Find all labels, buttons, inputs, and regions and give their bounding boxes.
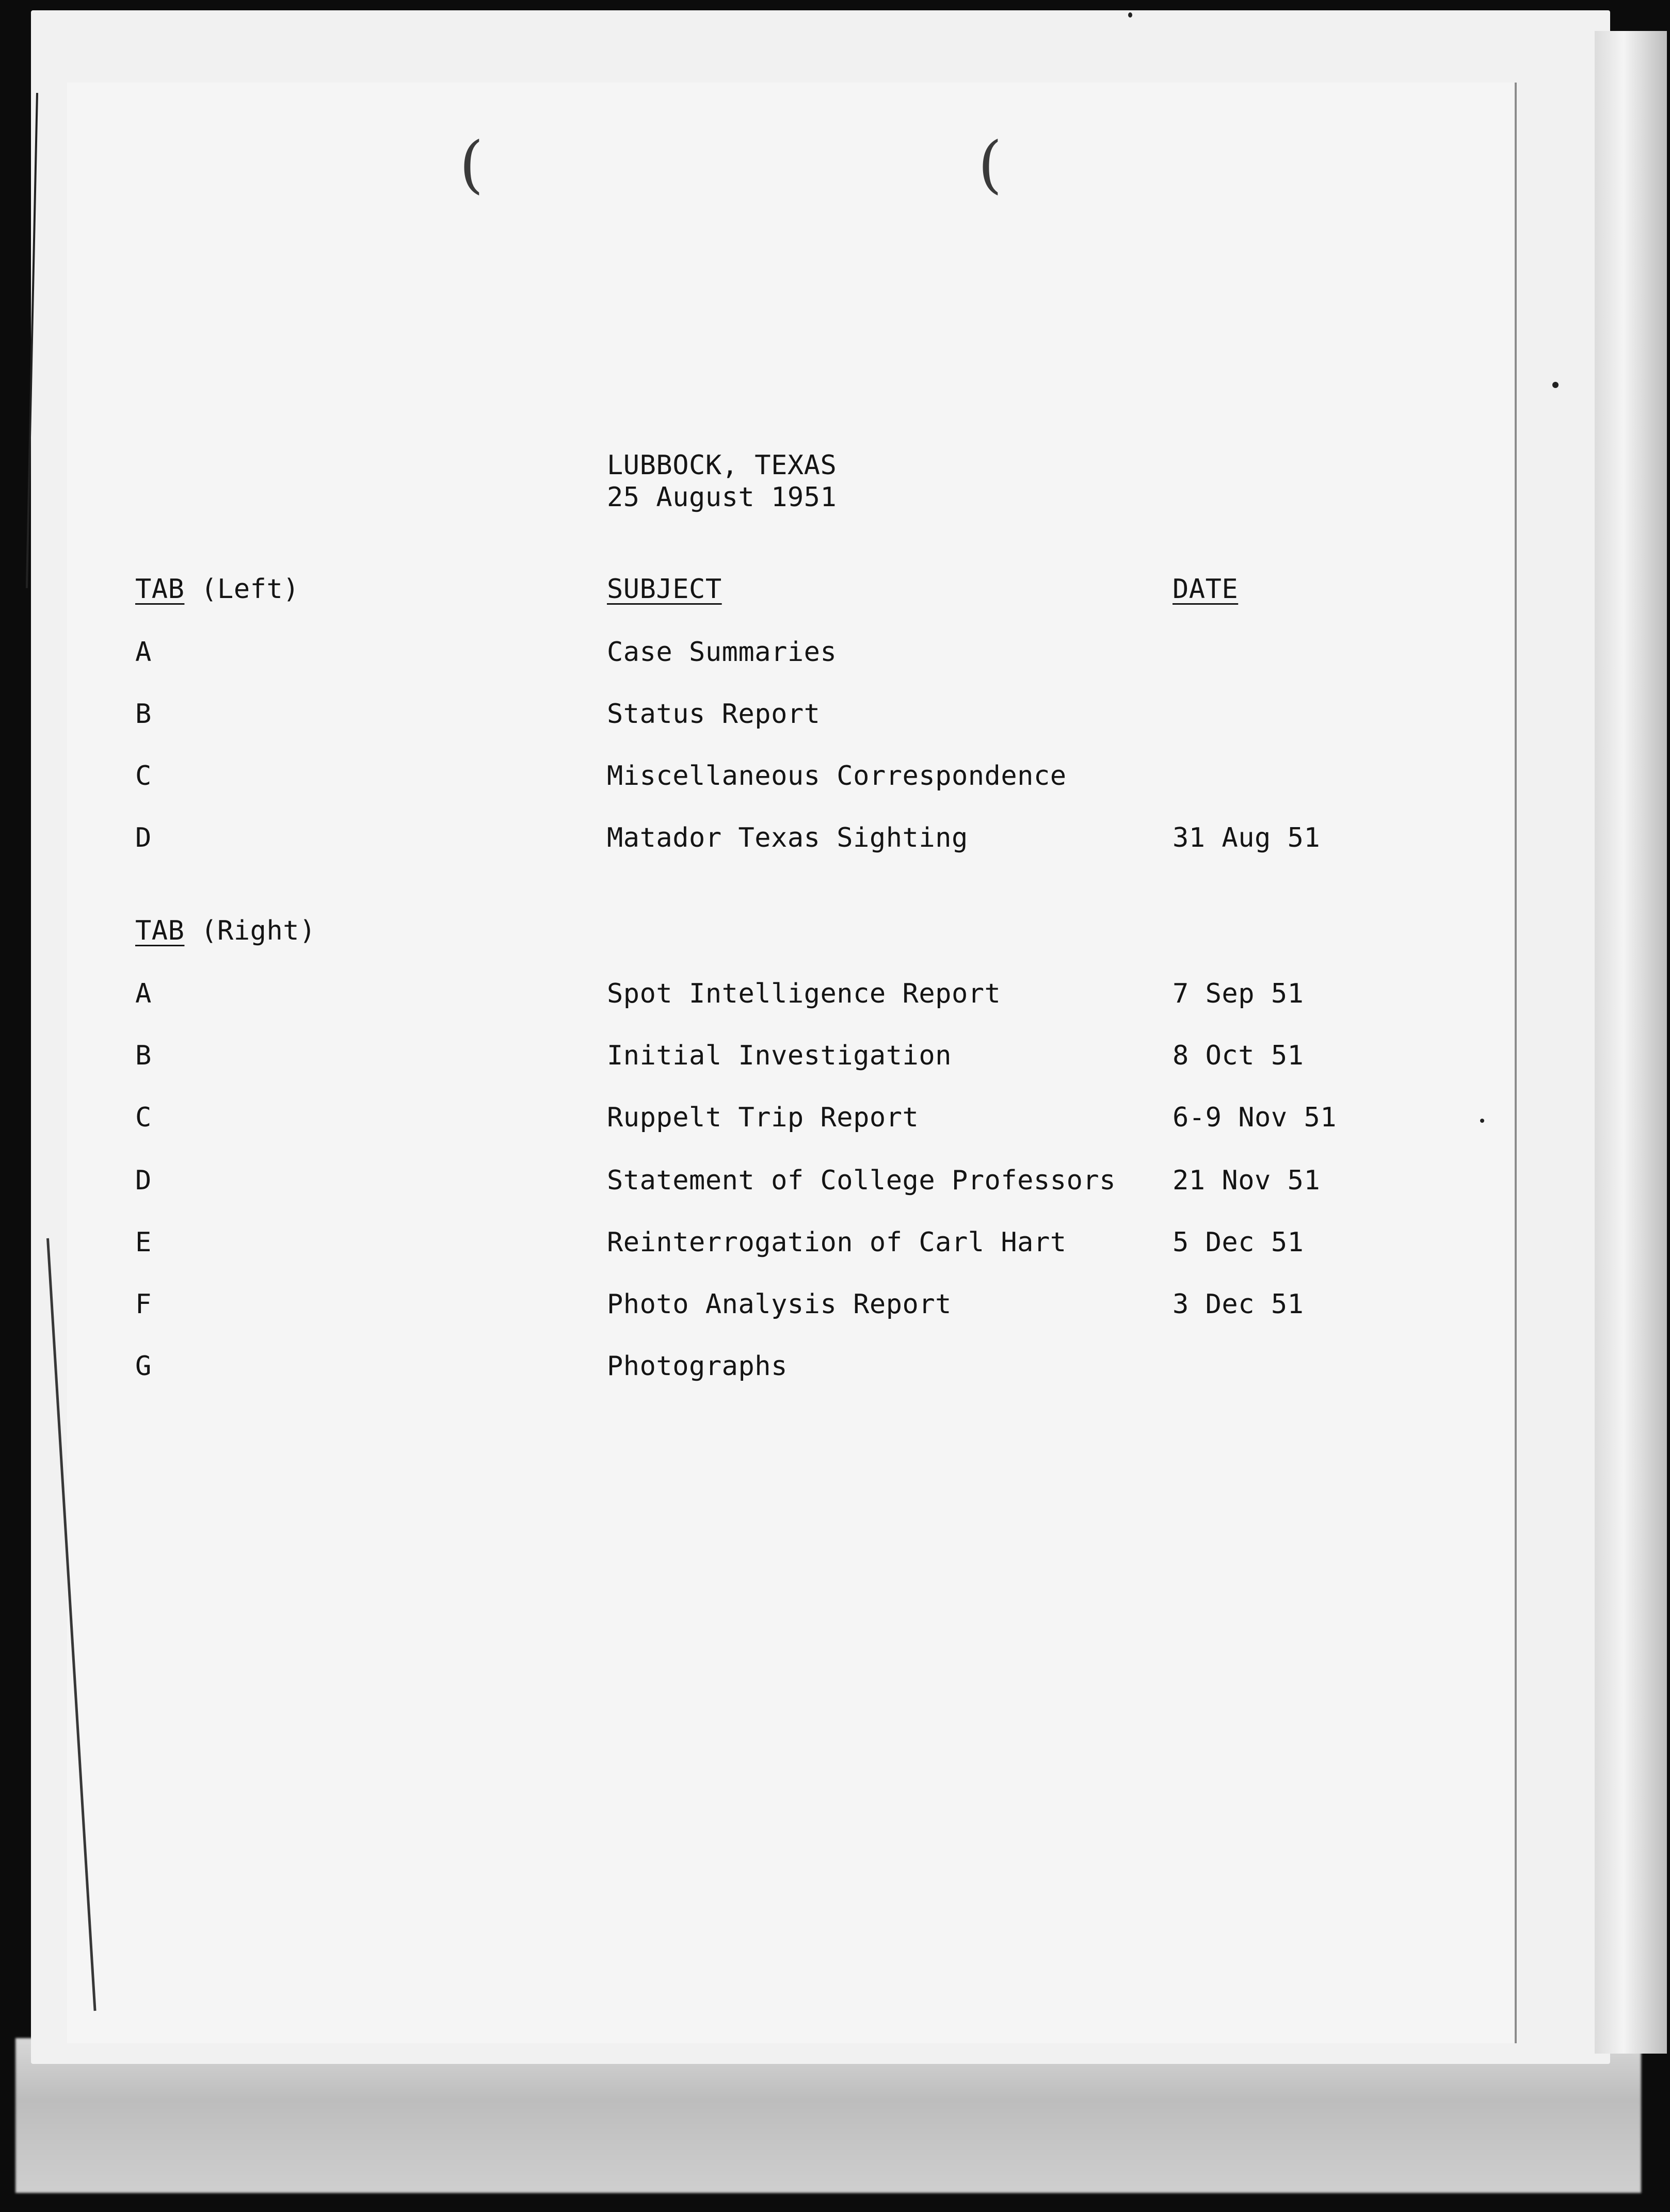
right-tab-date: 6-9 Nov 51: [1173, 1102, 1337, 1133]
header-location: LUBBOCK, TEXAS: [607, 450, 837, 481]
left-tab-subject: Status Report: [607, 699, 821, 730]
right-tab-date: 5 Dec 51: [1173, 1227, 1304, 1258]
left-tab-subject: Miscellaneous Correspondence: [607, 761, 1067, 792]
right-tab-subject: Initial Investigation: [607, 1040, 952, 1071]
tab-heading-suffix: (Right): [201, 915, 316, 946]
right-tab-date: 21 Nov 51: [1173, 1165, 1321, 1196]
right-tab-subject: Statement of College Professors: [607, 1165, 1116, 1196]
right-tab-letter: G: [135, 1351, 152, 1382]
left-tab-letter: C: [135, 761, 152, 792]
punch-hole-mark: (: [459, 129, 484, 201]
right-tab-letter: D: [135, 1165, 152, 1196]
column-heading-date: DATE: [1173, 574, 1239, 605]
section-heading-tab-right: [135, 917, 316, 944]
column-heading-subject: SUBJECT: [607, 574, 722, 605]
tab-heading-label: TAB: [135, 915, 185, 946]
dust-speck: [1128, 12, 1132, 18]
page-edge-right: [1515, 83, 1517, 2043]
right-tab-date: 3 Dec 51: [1173, 1289, 1304, 1320]
header-date: 25 August 1951: [607, 482, 837, 513]
right-tab-letter: B: [135, 1040, 152, 1071]
left-tab-letter: A: [135, 637, 152, 668]
left-tab-subject: Matador Texas Sighting: [607, 822, 968, 853]
scan-right-strip: [1595, 31, 1667, 2054]
dust-speck: [1552, 382, 1559, 388]
right-tab-letter: F: [135, 1289, 152, 1320]
right-tab-date: 7 Sep 51: [1173, 978, 1304, 1009]
right-tab-date: 8 Oct 51: [1173, 1040, 1304, 1071]
left-tab-letter: D: [135, 822, 152, 853]
punch-hole-mark: (: [978, 129, 1002, 201]
dust-speck: [1480, 1119, 1484, 1123]
tab-heading-label: TAB: [135, 574, 185, 605]
right-tab-subject: Spot Intelligence Report: [607, 978, 1001, 1009]
right-tab-subject: Photo Analysis Report: [607, 1289, 952, 1320]
left-tab-letter: B: [135, 699, 152, 730]
right-tab-subject: Photographs: [607, 1351, 788, 1382]
right-tab-subject: Reinterrogation of Carl Hart: [607, 1227, 1067, 1258]
tab-heading-suffix: (Left): [201, 574, 300, 605]
left-tab-date: 31 Aug 51: [1173, 822, 1321, 853]
right-tab-subject: Ruppelt Trip Report: [607, 1102, 919, 1133]
right-tab-letter: E: [135, 1227, 152, 1258]
right-tab-letter: C: [135, 1102, 152, 1133]
right-tab-letter: A: [135, 978, 152, 1009]
column-heading-tab-left: [135, 576, 299, 603]
left-tab-subject: Case Summaries: [607, 637, 837, 668]
